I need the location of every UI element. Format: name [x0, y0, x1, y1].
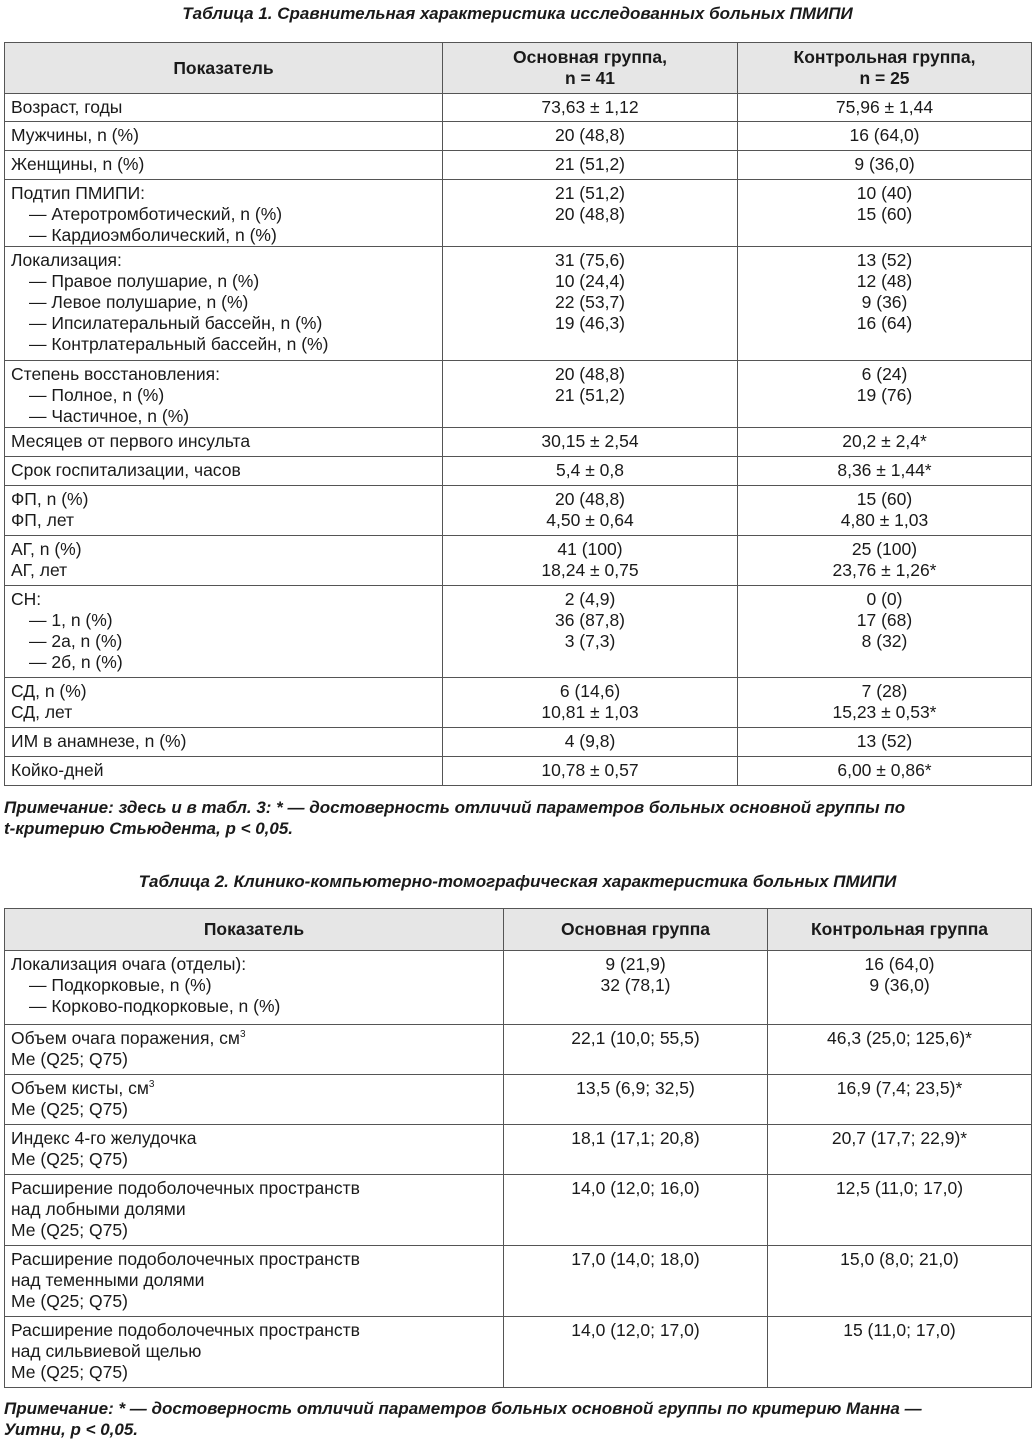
- value-line: 22,1 (10,0; 55,5): [571, 1028, 700, 1048]
- value-line: 6 (24): [861, 364, 908, 384]
- value-line: 0 (0): [866, 589, 903, 609]
- table2-caption: Таблица 2. Клинико-компьютерно-томографическая характеристика больных ПМИПИ: [138, 872, 897, 891]
- table2-header-control-group: Контрольная группа: [768, 909, 1032, 951]
- main-group-cell: [504, 1175, 768, 1246]
- indicator-cell: [5, 1125, 504, 1175]
- control-group-cell: [768, 1175, 1032, 1246]
- table-row: [5, 94, 1032, 122]
- control-group-cell: [768, 1125, 1032, 1175]
- indicator-cell: [5, 1075, 504, 1125]
- value-line: 4,80 ± 1,03: [840, 510, 929, 530]
- table1-caption: Таблица 1. Сравнительная характеристика исследованных больных ПМИПИ: [182, 4, 853, 23]
- indicator-cell: [5, 1025, 504, 1075]
- indicator-cell: [5, 1246, 504, 1317]
- indicator-line: Ме (Q25; Q75): [11, 1291, 128, 1311]
- indicator-line: — Кардиоэмболический, n (%): [29, 225, 277, 245]
- control-group-cell: [768, 1075, 1032, 1125]
- indicator-line: СД, n (%): [11, 681, 87, 701]
- indicator-line: ИМ в анамнезе, n (%): [11, 731, 187, 751]
- indicator-line: Локализация:: [11, 250, 122, 270]
- indicator-line: Месяцев от первого инсульта: [11, 431, 251, 451]
- main-group-cell: [443, 486, 738, 536]
- value-line: 20,2 ± 2,4*: [842, 431, 927, 451]
- control-group-cell: [738, 757, 1032, 786]
- indicator-line: АГ, лет: [11, 560, 68, 580]
- indicator-line: Объем очага поражения, $см^3$: [11, 1028, 246, 1048]
- value-line: 4,50 ± 0,64: [546, 510, 634, 530]
- indicator-line: — 2а, n (%): [29, 631, 123, 651]
- value-line: 13 (52): [856, 250, 913, 270]
- main-group-cell: [443, 678, 738, 728]
- value-line: 32 (78,1): [600, 975, 671, 995]
- indicator-line: — Подкорковые, n (%): [29, 975, 212, 995]
- note-line: t-критерию Стьюдента, р < 0,05.: [4, 819, 294, 838]
- table-row: [5, 951, 1032, 1025]
- value-line: 8 (32): [861, 631, 908, 651]
- value-line: 19 (46,3): [554, 313, 626, 333]
- table-row: [5, 728, 1032, 757]
- indicator-line: над сильвиевой щелью: [11, 1341, 202, 1361]
- table1-header-indicator: Показатель: [5, 43, 443, 94]
- value-line: 9 (36): [861, 292, 908, 312]
- indicator-cell: [5, 1175, 504, 1246]
- indicator-line: Индекс 4-го желудочка: [11, 1128, 197, 1148]
- main-group-cell: [443, 428, 738, 457]
- main-group-cell: [443, 457, 738, 486]
- value-line: 14,0 (12,0; 16,0): [571, 1178, 700, 1198]
- value-line: 30,15 ± 2,54: [541, 431, 639, 451]
- control-group-cell: [738, 428, 1032, 457]
- value-line: 17,0 (14,0; 18,0): [571, 1249, 700, 1269]
- indicator-line: ФП, n (%): [11, 489, 89, 509]
- main-group-cell: [443, 122, 738, 151]
- control-group-cell: [738, 457, 1032, 486]
- value-line: 20,7 (17,7; 22,9)*: [831, 1128, 968, 1148]
- indicator-line: Расширение подоболочечных пространств: [11, 1178, 360, 1198]
- value-line: 25 (100): [851, 539, 918, 559]
- value-line: 22 (53,7): [554, 292, 626, 312]
- indicator-line: Ме (Q25; Q75): [11, 1362, 128, 1382]
- indicator-line: Подтип ПМИПИ:: [11, 183, 146, 203]
- indicator-cell: [5, 428, 443, 457]
- value-line: 12,5 (11,0; 17,0): [835, 1178, 964, 1198]
- indicator-cell: [5, 361, 443, 428]
- table-row: [5, 151, 1032, 180]
- indicator-line: Койко-дней: [11, 760, 104, 780]
- indicator-line: — Полное, n (%): [29, 385, 165, 405]
- indicator-line: Объем кисты, $см^3$: [11, 1078, 155, 1098]
- value-line: 73,63 ± 1,12: [541, 97, 639, 117]
- indicator-cell: [5, 586, 443, 678]
- control-group-cell: [738, 678, 1032, 728]
- indicator-cell: [5, 486, 443, 536]
- value-line: 15,0 (8,0; 21,0): [840, 1249, 959, 1269]
- main-group-cell: [443, 180, 738, 247]
- value-line: 21 (51,2): [554, 385, 626, 405]
- control-group-cell: [738, 247, 1032, 361]
- table-row: [5, 180, 1032, 247]
- value-line: 7 (28): [861, 681, 908, 701]
- value-line: 31 (75,6): [554, 250, 626, 270]
- value-line: 15 (60): [856, 489, 913, 509]
- table1-header-row: [5, 43, 1032, 94]
- note-line: Примечание: * — достоверность отличий параметров больных основной группы по критерию Манна —: [4, 1399, 922, 1418]
- indicator-line: ФП, лет: [11, 510, 74, 530]
- indicator-line: — 2б, n (%): [29, 652, 123, 672]
- indicator-cell: [5, 951, 504, 1025]
- table-row: [5, 586, 1032, 678]
- main-group-cell: [443, 728, 738, 757]
- value-line: 5,4 ± 0,8: [556, 460, 624, 480]
- control-group-cell: [738, 586, 1032, 678]
- table1: [4, 42, 1032, 786]
- value-line: 18,1 (17,1; 20,8): [571, 1128, 700, 1148]
- value-line: 18,24 ± 0,75: [541, 560, 639, 580]
- value-line: 9 (21,9): [605, 954, 666, 974]
- table-row: [5, 428, 1032, 457]
- indicator-line: — 1, n (%): [29, 610, 113, 630]
- value-line: 2 (4,9): [564, 589, 616, 609]
- indicator-cell: [5, 1317, 504, 1388]
- table-row: [5, 678, 1032, 728]
- value-line: 9 (36,0): [854, 154, 915, 174]
- value-line: 4 (9,8): [564, 731, 616, 751]
- value-line: 10,78 ± 0,57: [541, 760, 639, 780]
- indicator-line: СД, лет: [11, 702, 73, 722]
- indicator-cell: [5, 151, 443, 180]
- indicator-line: — Корково-подкорковые, n (%): [29, 996, 281, 1016]
- value-line: 20 (48,8): [554, 204, 626, 224]
- table-row: [5, 361, 1032, 428]
- control-group-cell: [738, 151, 1032, 180]
- main-group-cell: [504, 1075, 768, 1125]
- indicator-line: СН:: [11, 589, 42, 609]
- table-row: [5, 1175, 1032, 1246]
- note-line: Примечание: здесь и в табл. 3: * — достоверность отличий параметров больных основной группы по: [4, 798, 906, 817]
- control-group-cell: [738, 728, 1032, 757]
- value-line: 8,36 ± 1,44*: [837, 460, 932, 480]
- main-group-cell: [443, 586, 738, 678]
- value-line: 9 (36,0): [869, 975, 930, 995]
- value-line: 21 (51,2): [554, 154, 626, 174]
- table-row: [5, 457, 1032, 486]
- main-group-cell: [443, 536, 738, 586]
- indicator-line: над теменными долями: [11, 1270, 205, 1290]
- indicator-line: — Правое полушарие, n (%): [29, 271, 260, 291]
- value-line: 16 (64): [856, 313, 913, 333]
- value-line: 46,3 (25,0; 125,6)*: [827, 1028, 972, 1048]
- header-line: n = 25: [859, 68, 910, 88]
- indicator-cell: [5, 757, 443, 786]
- value-line: 36 (87,8): [554, 610, 626, 630]
- table2-header-row: [5, 909, 1032, 951]
- indicator-cell: [5, 457, 443, 486]
- main-group-cell: [504, 1317, 768, 1388]
- header-line: Контрольная группа,: [793, 47, 976, 67]
- control-group-cell: [738, 122, 1032, 151]
- indicator-cell: [5, 247, 443, 361]
- value-line: 20 (48,8): [554, 364, 626, 384]
- indicator-line: Ме (Q25; Q75): [11, 1099, 128, 1119]
- table2-note: [4, 1398, 1031, 1440]
- control-group-cell: [768, 951, 1032, 1025]
- main-group-cell: [504, 1025, 768, 1075]
- indicator-line: Ме (Q25; Q75): [11, 1220, 128, 1240]
- value-line: 12 (48): [856, 271, 913, 291]
- value-line: 15 (11,0; 17,0): [843, 1320, 956, 1340]
- indicator-cell: [5, 536, 443, 586]
- table-row: [5, 122, 1032, 151]
- table-row: [5, 1075, 1032, 1125]
- header-line: n = 41: [564, 68, 616, 88]
- value-line: 21 (51,2): [554, 183, 626, 203]
- control-group-cell: [738, 361, 1032, 428]
- main-group-cell: [443, 757, 738, 786]
- control-group-cell: [738, 94, 1032, 122]
- value-line: 14,0 (12,0; 17,0): [571, 1320, 700, 1340]
- value-line: 10 (24,4): [554, 271, 626, 291]
- control-group-cell: [768, 1025, 1032, 1075]
- indicator-line: Ме (Q25; Q75): [11, 1149, 128, 1169]
- indicator-line: Степень восстановления:: [11, 364, 220, 384]
- control-group-cell: [738, 486, 1032, 536]
- main-group-cell: [443, 361, 738, 428]
- note-line: Уитни, р < 0,05.: [4, 1420, 139, 1439]
- control-group-cell: [768, 1317, 1032, 1388]
- table-row: [5, 1125, 1032, 1175]
- indicator-cell: [5, 678, 443, 728]
- table1-header-control-group: [738, 43, 1032, 94]
- control-group-cell: [738, 536, 1032, 586]
- indicator-line: Расширение подоболочечных пространств: [11, 1249, 360, 1269]
- table-row: [5, 247, 1032, 361]
- control-group-cell: [738, 180, 1032, 247]
- indicator-line: — Атеротромботический, n (%): [29, 204, 283, 224]
- value-line: 16 (64,0): [849, 125, 920, 145]
- indicator-line: — Ипсилатеральный бассейн, n (%): [29, 313, 323, 333]
- table-row: [5, 757, 1032, 786]
- value-line: 10 (40): [856, 183, 913, 203]
- table1-header-main-group: [443, 43, 738, 94]
- value-line: 15 (60): [856, 204, 913, 224]
- indicator-line: Расширение подоболочечных пространств: [11, 1320, 360, 1340]
- indicator-line: Ме (Q25; Q75): [11, 1049, 128, 1069]
- table2: [4, 908, 1032, 1388]
- value-line: 20 (48,8): [554, 489, 626, 509]
- main-group-cell: [443, 94, 738, 122]
- indicator-line: Срок госпитализации, часов: [11, 460, 241, 480]
- indicator-line: — Контрлатеральный бассейн, n (%): [29, 334, 329, 354]
- value-line: 75,96 ± 1,44: [835, 97, 934, 117]
- table-row: [5, 1025, 1032, 1075]
- value-line: 41 (100): [557, 539, 623, 559]
- indicator-cell: [5, 180, 443, 247]
- value-line: 17 (68): [856, 610, 913, 630]
- value-line: 23,76 ± 1,26*: [832, 560, 937, 580]
- indicator-cell: [5, 728, 443, 757]
- value-line: 10,81 ± 1,03: [541, 702, 639, 722]
- table-row: [5, 1246, 1032, 1317]
- table1-note: [4, 797, 1031, 839]
- main-group-cell: [504, 1246, 768, 1317]
- value-line: 15,23 ± 0,53*: [832, 702, 937, 722]
- header-line: Основная группа,: [513, 47, 667, 67]
- value-line: 6 (14,6): [559, 681, 621, 701]
- indicator-line: Возраст, годы: [11, 97, 123, 117]
- indicator-line: АГ, n (%): [11, 539, 82, 559]
- table-row: [5, 486, 1032, 536]
- value-line: 3 (7,3): [564, 631, 616, 651]
- main-group-cell: [443, 247, 738, 361]
- table2-header-main-group: Основная группа: [504, 909, 768, 951]
- value-line: 20 (48,8): [554, 125, 626, 145]
- value-line: 16,9 (7,4; 23,5)*: [836, 1078, 963, 1098]
- main-group-cell: [443, 151, 738, 180]
- indicator-line: Локализация очага (отделы):: [11, 954, 247, 974]
- main-group-cell: [504, 951, 768, 1025]
- table-row: [5, 536, 1032, 586]
- indicator-line: — Левое полушарие, n (%): [29, 292, 249, 312]
- indicator-line: Мужчины, n (%): [11, 125, 139, 145]
- value-line: 13,5 (6,9; 32,5): [576, 1078, 695, 1098]
- table-row: [5, 1317, 1032, 1388]
- indicator-cell: [5, 94, 443, 122]
- value-line: 16 (64,0): [864, 954, 935, 974]
- indicator-cell: [5, 122, 443, 151]
- indicator-line: Женщины, n (%): [11, 154, 145, 174]
- indicator-line: — Частичное, n (%): [29, 406, 190, 426]
- value-line: 6,00 ± 0,86*: [837, 760, 932, 780]
- table2-header-indicator: Показатель: [5, 909, 504, 951]
- main-group-cell: [504, 1125, 768, 1175]
- value-line: 19 (76): [856, 385, 913, 405]
- value-line: 13 (52): [856, 731, 913, 751]
- control-group-cell: [768, 1246, 1032, 1317]
- indicator-line: над лобными долями: [11, 1199, 186, 1219]
